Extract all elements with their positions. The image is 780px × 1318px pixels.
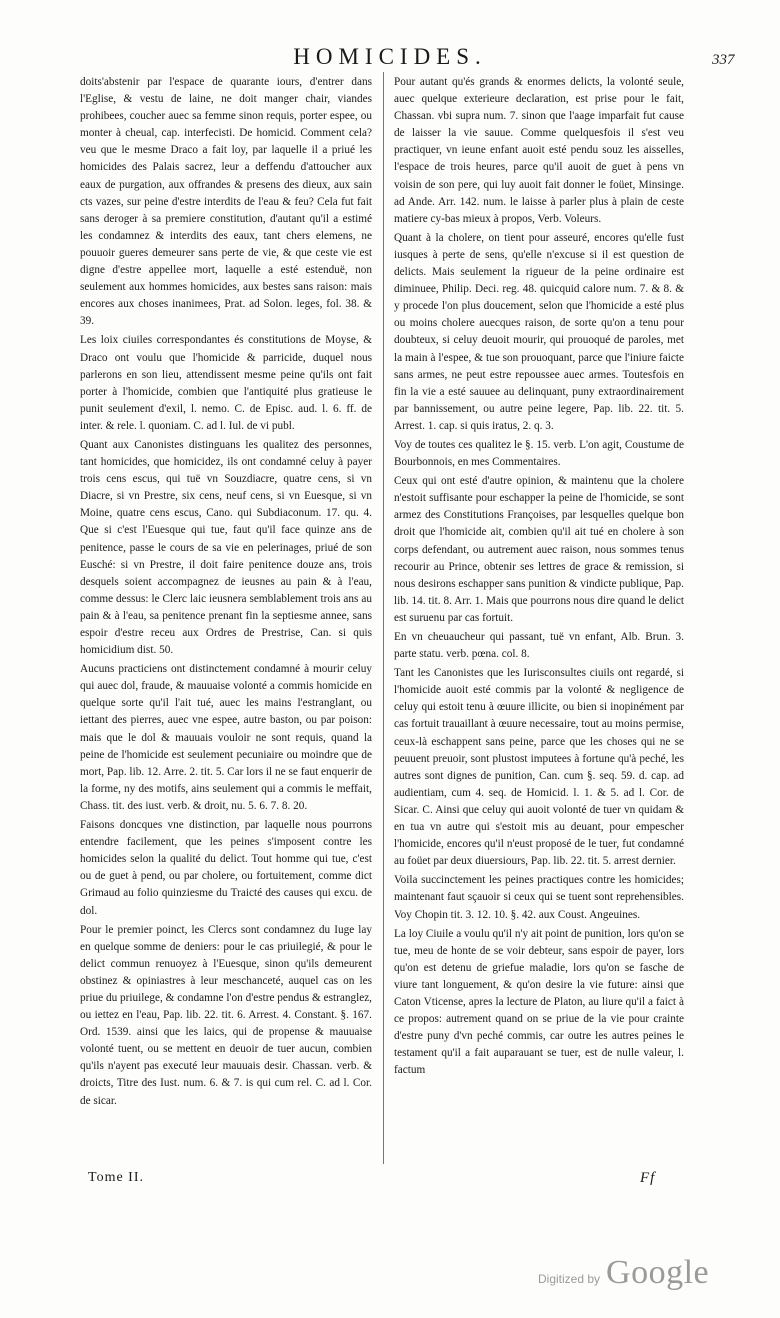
paragraph: Quant à la cholere, on tient pour asseuré, encores qu'elle fust iusques à perte de sens, qu'elle n'excuse si il est question de delicts. Mais seulement la rigueur de la peine ordinaire est diminuee, Philip. Deci. reg. 48. quicquid calore num. 7. & 8. & y procede l'on plus doucement, selon que l'homicide a esté plus ou moins cholere auecques raison, de sorte qu'on a tenu pour doubteux, si celuy deuoit mourir, qui prouoqué de paroles, met la main à l'espee, & tue son prouoquant, parce que l'iniure faicte sans armes, ne peut estre repoussee auec armes. Toutesfois en fin la vie a esté sauuee au delinquant, puny extraordinairement par bannissement, ou autre peine legere, Pap. lib. 22. tit. 5. Arrest. 1. cap. si quis iratus, 2. q. 3.	[394, 231, 684, 432]
paragraph: Faisons doncques vne distinction, par laquelle nous pourrons entendre facilement, que les peines s'imposent contre les homicides selon la qualité du delict. Tout homme qui tue, c'est ou de guet à pend, ou par cholere, ou fortuitement, comme dict Grimaud au folio quinziesme du Traicté des causes qui excu. de dol.	[80, 819, 372, 917]
paragraph: Ceux qui ont esté d'autre opinion, & maintenu que la cholere n'estoit suffisante pour eschapper la peine de l'homicide, se sont armez des Constitutions Françoises, par lesquelles quelque bon droit que l'homicide ait, combien qu'il ait tué en cholere à son corps defendant, ou autrement auec raison, nous sommes tenus recourir au Prince, obtenir ses lettres de grace & remission, si nous desirons eschapper sans punition & vindicte publique, Pap. lib. 14. tit. 8. Arr. 1. Mais que pourrons nous dire quand le delict est suruenu par cas fortuit.	[394, 475, 684, 624]
paragraph: Pour le premier poinct, les Clercs sont condamnez du Iuge lay en quelque somme de deniers: pour le cas priuilegié, & pour le delict commun renuoyez à l'Euesque, sinon qu'ils demeurent obstinez & opiniastres à leur meschanceté, auquel cas on les priue du priuilege, & condamne l'on d'estre pendus & estranglez, ou iettez en l'eau, Pap. lib. 22. tit. 6. Arrest. 4. Constant. §. 167. Ord. 1539. ainsi que les laics, qui de propense & mauuaise volonté tuent, ou se mettent en deuoir de tuer aucun, combien qu'ils n'ayent pas executé leur mauuais desir. Chassan. verb. & droicts, Titre des Iust. num. 6. & 7. is qui cum rel. C. ad l. Cor. de sicar.	[80, 923, 372, 1107]
watermark-prefix: Digitized by	[538, 1272, 601, 1286]
column-divider	[383, 72, 384, 1164]
paragraph: Voy de toutes ces qualitez le §. 15. verb. L'on agit, Coustume de Bourbonnois, en mes Commentaires.	[394, 438, 684, 469]
google-logo: Google	[606, 1254, 710, 1291]
signature-mark: Ff	[640, 1170, 656, 1186]
page-number: 337	[712, 52, 735, 68]
digitization-watermark	[538, 1254, 709, 1292]
paragraph: doits'abstenir par l'espace de quarante iours, d'entrer dans l'Eglise, & vestu de laine, ne doit manger chair, viandes prohibees, coucher auec sa femme sinon requis, porter espee, ou monter à cheual, cap. interfecisti. De homicid. Comment cela? veu que le mesme Draco a fait loy, par laquelle il a priué les homicides des Palais sacrez, leur a deffendu d'attoucher aux eaux de purgation, aux offrandes & presens des dieux, aux sain cts vazes, sur peine d'estre interdits de l'eau & feu? Cela fut fait sans deroger à sa premiere constitution, d'autant qu'il a estimé les condamnez & interdits des eaux, tant chers elemens, ne pouuoir gueres demeurer sans perte de vie, & que ceste vie est digne d'estre appellee mort, laquelle a esté estenduë, non seulement aux hommes homicides, aux bestes sans raison: mais encores aux choses inanimees, Prat. ad Solon. leges, fol. 38. & 39.	[80, 76, 372, 328]
paragraph: Les loix ciuiles correspondantes és constitutions de Moyse, & Draco ont voulu que l'homicide & parricide, duquel nous parlerons en son lieu, attendissent mesme peine qu'ils ont fait porter à l'homicide, combien que l'antiquité plus gratieuse le punit seulement d'exil, l. nemo. C. de Episc. aud. l. 6. ff. de inter. & rele. l. quoniam. C. ad l. Iul. de vi publ.	[80, 334, 372, 432]
paragraph: La loy Ciuile a voulu qu'il n'y ait point de punition, lors qu'on se tue, meu de honte de se voir debteur, sans espoir de payer, lors qu'on est detenu de griefue maladie, lors qu'on se fasche de viure tant longuement, & qu'on desire la vie future: ainsi que Caton Vticense, apres la lecture de Platon, au liure qu'il a faict à ce propos: autrement quand on se priue de la vie pour crainte d'estre puny d'vn peché commis, car outre les autres peines le testament qu'il a fait auparauant se tuer, est de nulle valeur, l. factum	[394, 927, 684, 1077]
paragraph: Pour autant qu'és grands & enormes delicts, la volonté seule, auec quelque exterieure declaration, est prise pour le fait, Chassan. vbi supra num. 7. sinon que l'aage imparfait fut cause de laisser la vie sauue. Comme quelquesfois il s'est veu practiquer, vn ieune enfant auoit esté pendu souz les aisselles, l'espace de trois heures, parce qu'il auoit de guet à pens vn voisin de son pere, qui luy auoit fait donner le foüet, Minsinge. ad Ande. Arr. 142. num. le laisse à parler plus à plain de ceste matiere cy-bas mieux à propos, Verb. Voleurs.	[394, 76, 684, 225]
paragraph: Voila succinctement les peines practiques contre les homicides; maintenant faut sçauoir si ceux qui se tuent sont reprehensibles. Voy Chopin tit. 3. 12. 10. §. 42. aux Coust. Angeuines.	[394, 874, 684, 921]
paragraph: Quant aux Canonistes distinguans les qualitez des personnes, tant homicides, que homicidez, ils ont condamné celuy à payer trois cens escus, qui tuë vn Souzdiacre, quatre cens, si vn Diacre, si vn Prestre, six cens, neuf cens, si vn Euesque, si vn Moine, quatre cens escus, Cano. qui Subdiaconum. 17. qu. 4. Que si c'est l'Euesque qui tue, faut qu'il face quinze ans de penitence, passe le cours de sa vie en pelerinages, priué de son Eusché: si vn Prestre, il doit faire penitence douze ans, trois desquels soient accompagnez de ieusnes au pain & à l'eau, comme dessus: le Clerc laic ieusnera semblablement trois ans au pain & à l'eau, sa penitence prenant fin la septiesme annee, sans espoir d'estre receu aux Ordres de Prestrise, Can. si quis homicidium dist. 50.	[80, 438, 372, 657]
left-column	[80, 74, 372, 1112]
right-column	[394, 74, 684, 1081]
paragraph: Tant les Canonistes que les Iurisconsultes ciuils ont regardé, si l'homicide auoit esté commis par la volonté & negligence de celuy qui estoit tenu à œuure illicite, ou bien si inopinément par cas fortuit trauaillant à œuure necessaire, tout au moins permise, ceux-là eschappent sans peine, parce que les choses qui ne se peuuent preuoir, sont plustost imputees à fortune qu'à peché, les autres sont dignes de punition, Can. cum §. seq. 59. d. cap. ad audientiam, cum 4. seq. de Homicid. l. 1. & 5. ad l. Cor. de Sicar. C. Ainsi que celuy qui auoit volonté de tuer vn quidam & en tua vn autre qui s'estoit mis au deuant, pour empescher l'homicide, encores qu'il n'eust proposé de le tuer, fut condamné au foüet par deux diuersiours, Pap. lib. 22. tit. 5. arrest dernier.	[394, 667, 684, 868]
running-head-title: HOMICIDES.	[293, 44, 487, 69]
paragraph: En vn cheuaucheur qui passant, tuë vn enfant, Alb. Brun. 3. parte statu. verb. pœna. col. 8.	[394, 631, 684, 661]
volume-label: Tome II.	[88, 1170, 145, 1185]
paragraph: Aucuns practiciens ont distinctement condamné à mourir celuy qui auec dol, fraude, & mauuaise volonté a commis homicide en quelque sorte qu'il l'ait tué, auec les mains l'estranglant, ou iettant des pierres, auec vne espee, autre baston, ou par poison: mais que le dol & mauuais vouloir ne sont requis, quand la peine de l'homicide est seulement pecuniaire ou moindre que de mort, Pap. lib. 12. Arre. 2. tit. 5. Car lors il ne se faut enquerir de la forme, ny des motifs, ains seulement qui a commis le meffait, Chass. tit. des iust. verb. & droit, nu. 5. 6. 7. 8. 20.	[80, 663, 372, 812]
